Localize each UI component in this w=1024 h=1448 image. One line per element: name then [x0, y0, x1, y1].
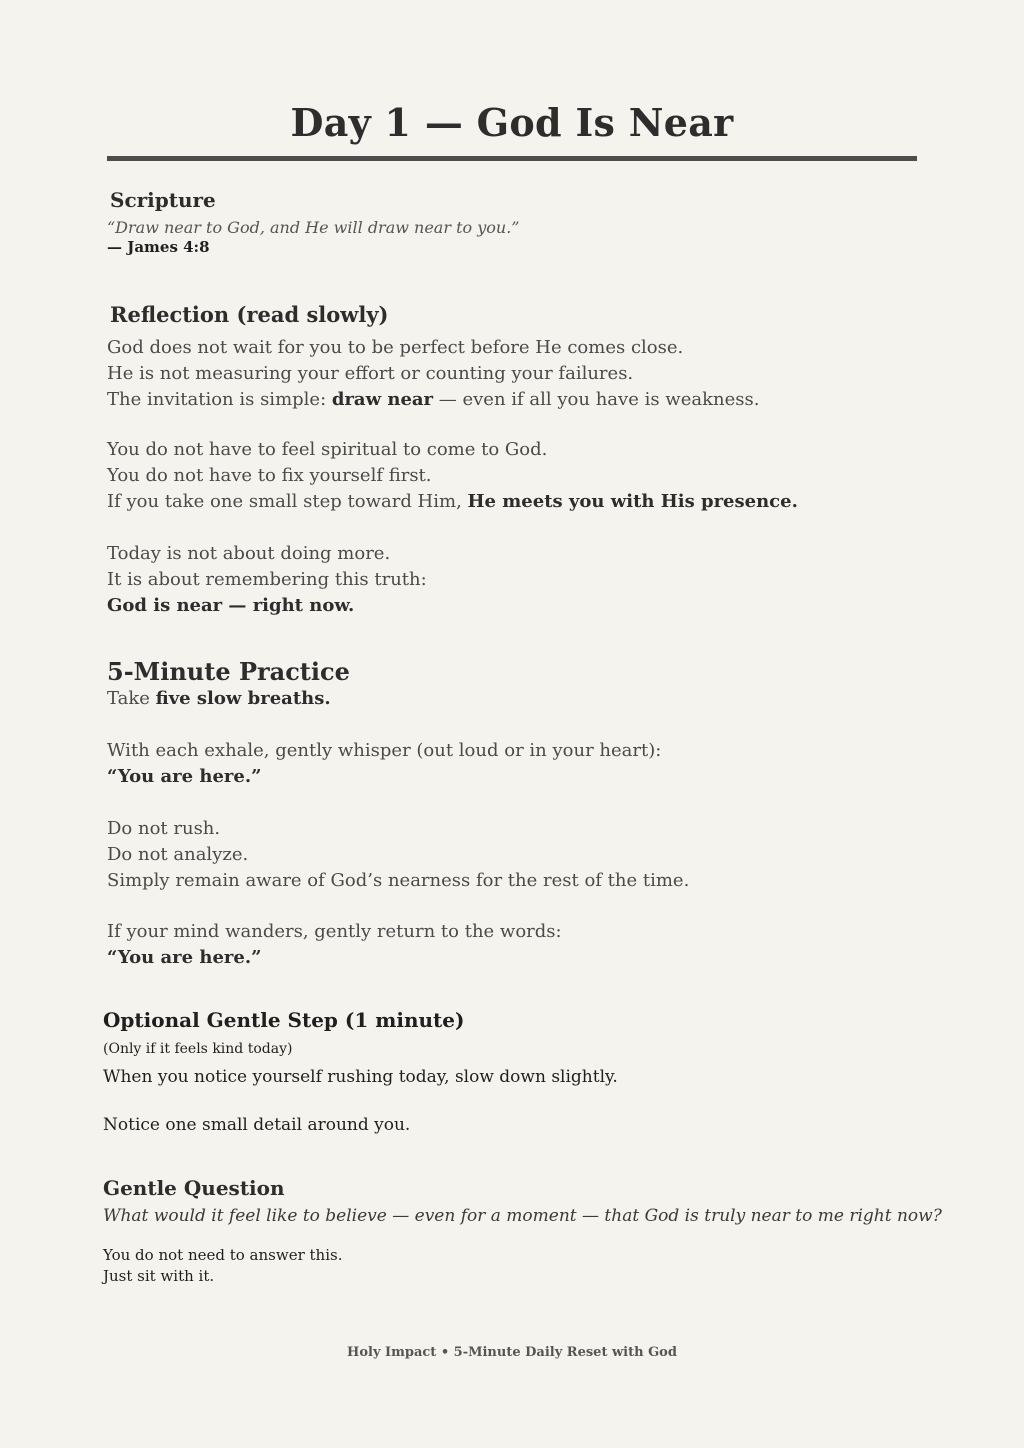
- question-line: Just sit with it.: [103, 1267, 215, 1285]
- question-line: You do not need to answer this.: [103, 1246, 343, 1264]
- reflection-line: God does not wait for you to be perfect before He comes close.: [107, 337, 684, 358]
- reflection-truth: God is near — right now.: [107, 595, 355, 616]
- reflection-line: He is not measuring your effort or counting your failures.: [107, 363, 634, 384]
- question-heading: Gentle Question: [103, 1176, 285, 1200]
- practice-emphasis: five slow breaths.: [155, 688, 331, 709]
- practice-heading: 5-Minute Practice: [107, 657, 350, 686]
- reflection-line: You do not have to feel spiritual to come to God.: [107, 439, 548, 460]
- practice-text: Take: [107, 688, 156, 709]
- practice-line: Do not rush.: [107, 818, 221, 839]
- reflection-line: [107, 489, 798, 515]
- reflection-line: It is about remembering this truth:: [107, 569, 427, 590]
- reflection-text: — even if all you have is weakness.: [433, 389, 760, 410]
- practice-line: [107, 686, 331, 712]
- question-text: What would it feel like to believe — even for a moment — that God is truly near to me right now?: [103, 1206, 942, 1226]
- optional-line: When you notice yourself rushing today, slow down slightly.: [103, 1067, 618, 1087]
- footer-text: Holy Impact • 5-Minute Daily Reset with God: [347, 1345, 677, 1360]
- title-divider: [107, 156, 917, 161]
- reflection-emphasis: draw near: [331, 389, 434, 410]
- reflection-line: Today is not about doing more.: [107, 543, 391, 564]
- practice-whisper: “You are here.”: [107, 947, 262, 968]
- reflection-line: [107, 387, 759, 413]
- practice-line: If your mind wanders, gently return to the words:: [107, 921, 562, 942]
- reflection-line: You do not have to fix yourself first.: [107, 465, 432, 486]
- practice-line: Do not analyze.: [107, 844, 249, 865]
- page-title: Day 1 — God Is Near: [290, 100, 734, 145]
- reflection-text: The invitation is simple:: [107, 389, 332, 410]
- scripture-reference: — James 4:8: [107, 238, 210, 256]
- practice-line: With each exhale, gently whisper (out loud or in your heart):: [107, 740, 662, 761]
- reflection-heading: Reflection (read slowly): [110, 302, 389, 327]
- reflection-text: If you take one small step toward Him,: [107, 491, 468, 512]
- reflection-emphasis: He meets you with His presence.: [467, 491, 798, 512]
- scripture-quote: “Draw near to God, and He will draw near to you.”: [107, 218, 520, 237]
- optional-heading: Optional Gentle Step (1 minute): [103, 1008, 465, 1032]
- practice-line: Simply remain aware of God’s nearness for the rest of the time.: [107, 870, 690, 891]
- scripture-heading: Scripture: [110, 188, 216, 212]
- practice-whisper: “You are here.”: [107, 766, 262, 787]
- optional-line: Notice one small detail around you.: [103, 1115, 411, 1135]
- optional-note: (Only if it feels kind today): [103, 1041, 293, 1057]
